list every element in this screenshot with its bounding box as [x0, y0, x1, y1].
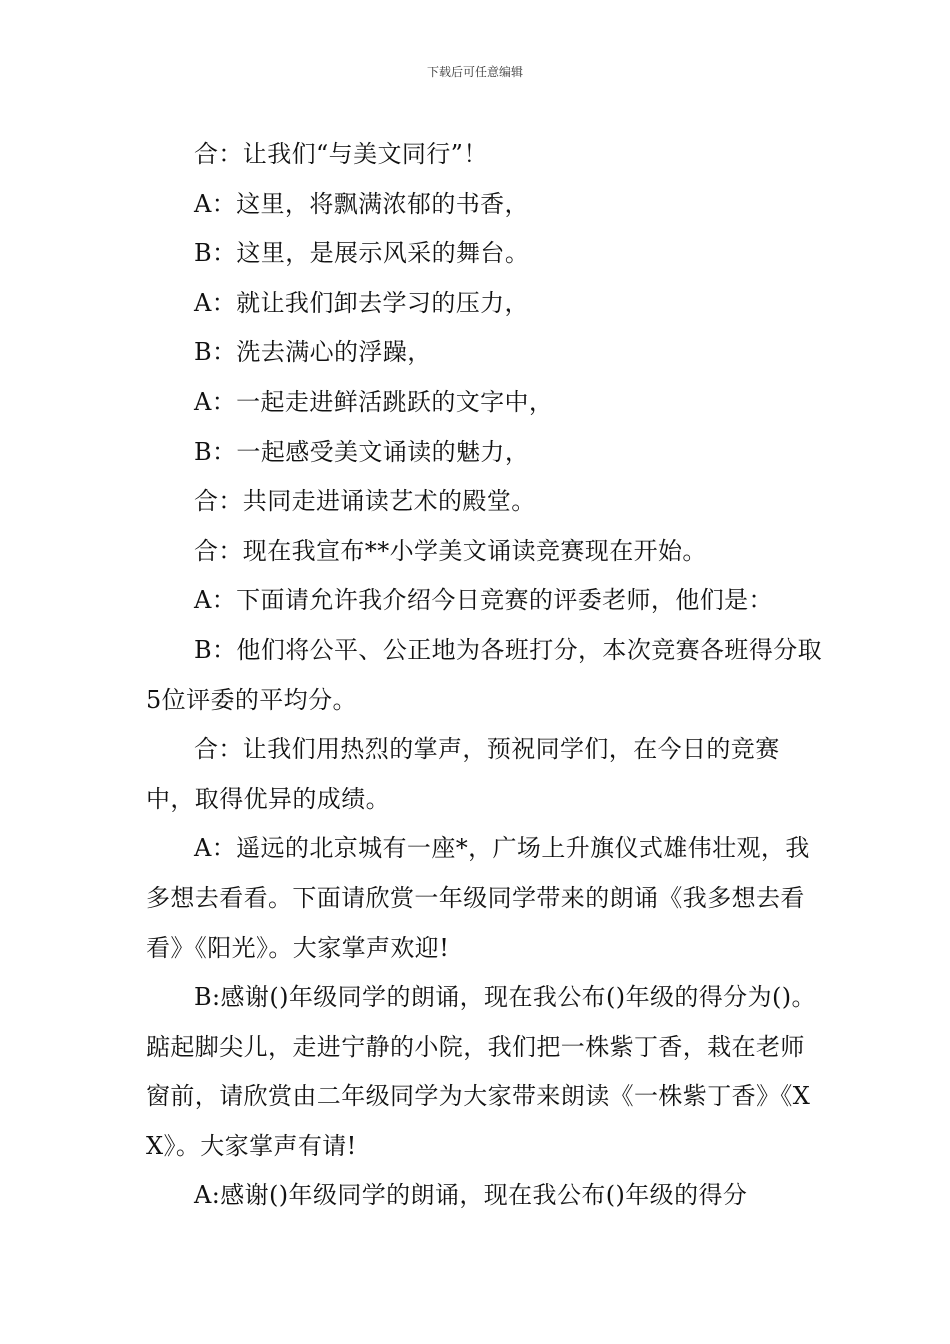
paragraph: 合：共同走进诵读艺术的殿堂。: [194, 487, 536, 516]
paragraph: A：一起走进鲜活跳跃的文字中，: [194, 387, 554, 416]
paragraph: B：他们将公平、公正地为各班打分，本次竞赛各班得分取5位评委的平均分。: [146, 635, 823, 714]
document-body: [146, 130, 826, 1221]
paragraph: A：下面请允许我介绍今日竞赛的评委老师，他们是：: [194, 586, 773, 615]
paragraph: A:感谢()年级同学的朗诵，现在我公布()年级的得分: [194, 1181, 748, 1210]
paragraph: B：这里，是展示风采的舞台。: [194, 239, 530, 268]
paragraph: A：就让我们卸去学习的压力，: [194, 288, 529, 317]
page-header: 下载后可任意编辑: [426, 65, 523, 79]
paragraph: A：这里，将飘满浓郁的书香，: [194, 189, 529, 218]
paragraph: 合：让我们用热烈的掌声，预祝同学们，在今日的竞赛中，取得优异的成绩。: [146, 735, 780, 813]
paragraph: B:感谢()年级同学的朗诵，现在我公布()年级的得分为()。踮起脚尖儿，走进宁静的小院，我们把一株紫丁香，栽在老师窗前，请欣赏由二年级同学为大家带来朗读《一株紫丁香》《XX》。大家掌声有请!: [146, 983, 816, 1160]
paragraph: B：洗去满心的浮躁，: [194, 338, 432, 367]
paragraph: A：遥远的北京城有一座*，广场上升旗仪式雄伟壮观，我多想去看看。下面请欣赏一年级同学带来的朗诵《我多想去看看》《阳光》。大家掌声欢迎!: [146, 834, 810, 962]
paragraph: B：一起感受美文诵读的魅力，: [194, 437, 530, 466]
paragraph: 合：让我们“与美文同行”！: [194, 140, 488, 168]
paragraph: 合：现在我宣布**小学美文诵读竞赛现在开始。: [194, 536, 707, 565]
